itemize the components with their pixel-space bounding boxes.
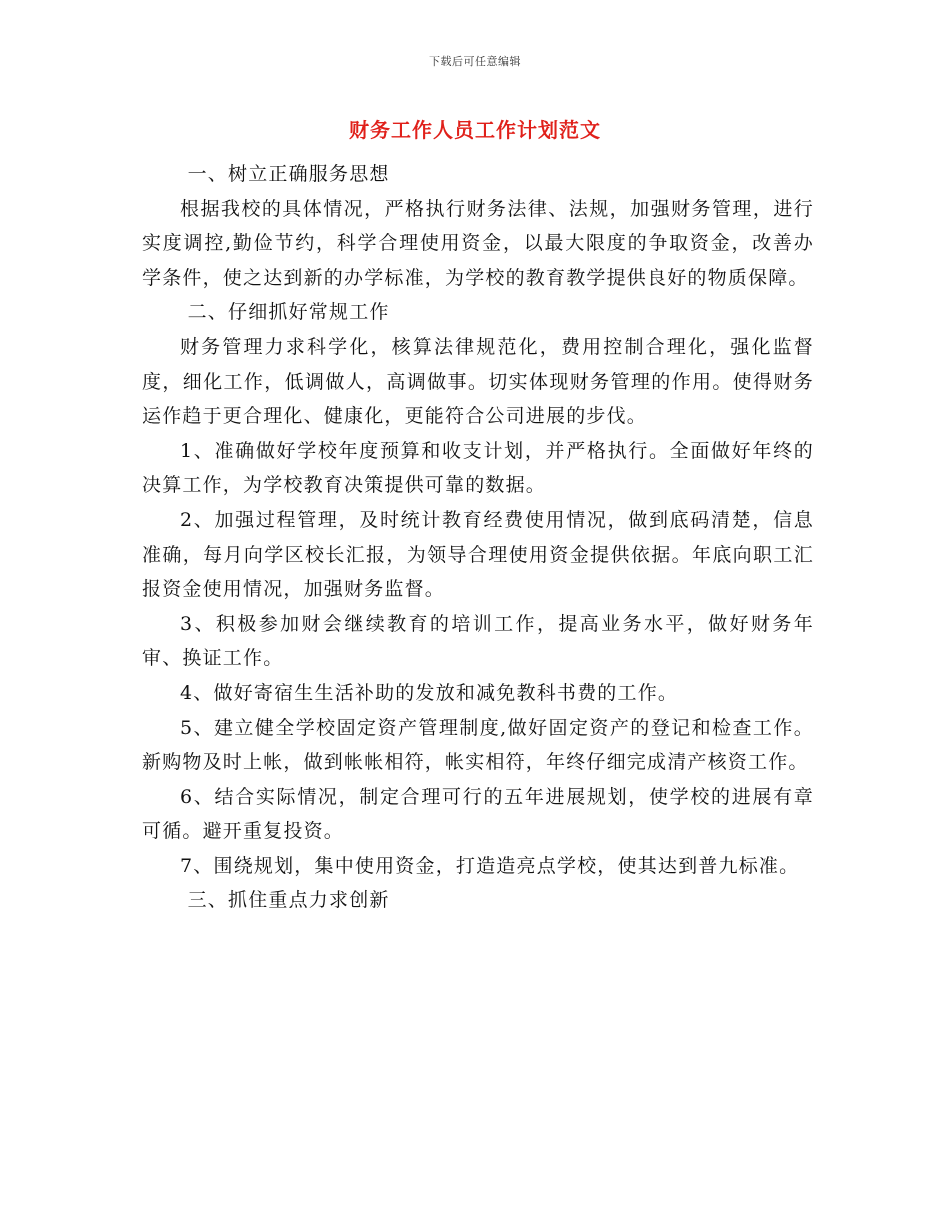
section-heading-3: 三、抓住重点力求创新: [187, 889, 390, 912]
list-item-6: 6、结合实际情况，制定合理可行的五年进展规划，使学校的进展有章可循。避开重复投资。: [142, 785, 814, 843]
header-note: 下载后可任意编辑: [429, 55, 521, 68]
document-title: 财务工作人员工作计划范文: [349, 118, 601, 142]
paragraph-1: 根据我校的具体情况，严格执行财务法律、法规，加强财务管理，进行实度调控,勤俭节约，科学合理使用资金，以最大限度的争取资金，改善办学条件，使之达到新的办学标准，为学校的教育教学提供良好的物质保障。: [142, 197, 814, 289]
list-item-1: 1、准确做好学校年度预算和收支计划，并严格执行。全面做好年终的决算工作，为学校教育决策提供可靠的数据。: [142, 439, 814, 497]
paragraph-2: 财务管理力求科学化，核算法律规范化，费用控制合理化，强化监督度，细化工作，低调做人，高调做事。切实体现财务管理的作用。使得财务运作趋于更合理化、健康化，更能符合公司进展的步伐。: [142, 335, 814, 428]
list-item-2: 2、加强过程管理，及时统计教育经费使用情况，做到底码清楚，信息准确，每月向学区校长汇报，为领导合理使用资金提供依据。年底向职工汇报资金使用情况，加强财务监督。: [142, 508, 814, 601]
list-item-3: 3、积极参加财会继续教育的培训工作，提高业务水平，做好财务年审、换证工作。: [142, 612, 814, 670]
document-body: [142, 157, 814, 918]
section-heading-2: 二、仔细抓好常规工作: [187, 301, 390, 324]
list-item-7: 7、围绕规划，集中使用资金，打造造亮点学校，使其达到普九标准。: [180, 854, 800, 877]
list-item-4: 4、做好寄宿生生活补助的发放和减免教科书费的工作。: [180, 681, 679, 704]
list-item-5: 5、建立健全学校固定资产管理制度,做好固定资产的登记和检查工作。新购物及时上帐，做到帐帐相符，帐实相符，年终仔细完成清产核资工作。: [142, 716, 814, 774]
section-heading-1: 一、树立正确服务思想: [187, 163, 390, 185]
